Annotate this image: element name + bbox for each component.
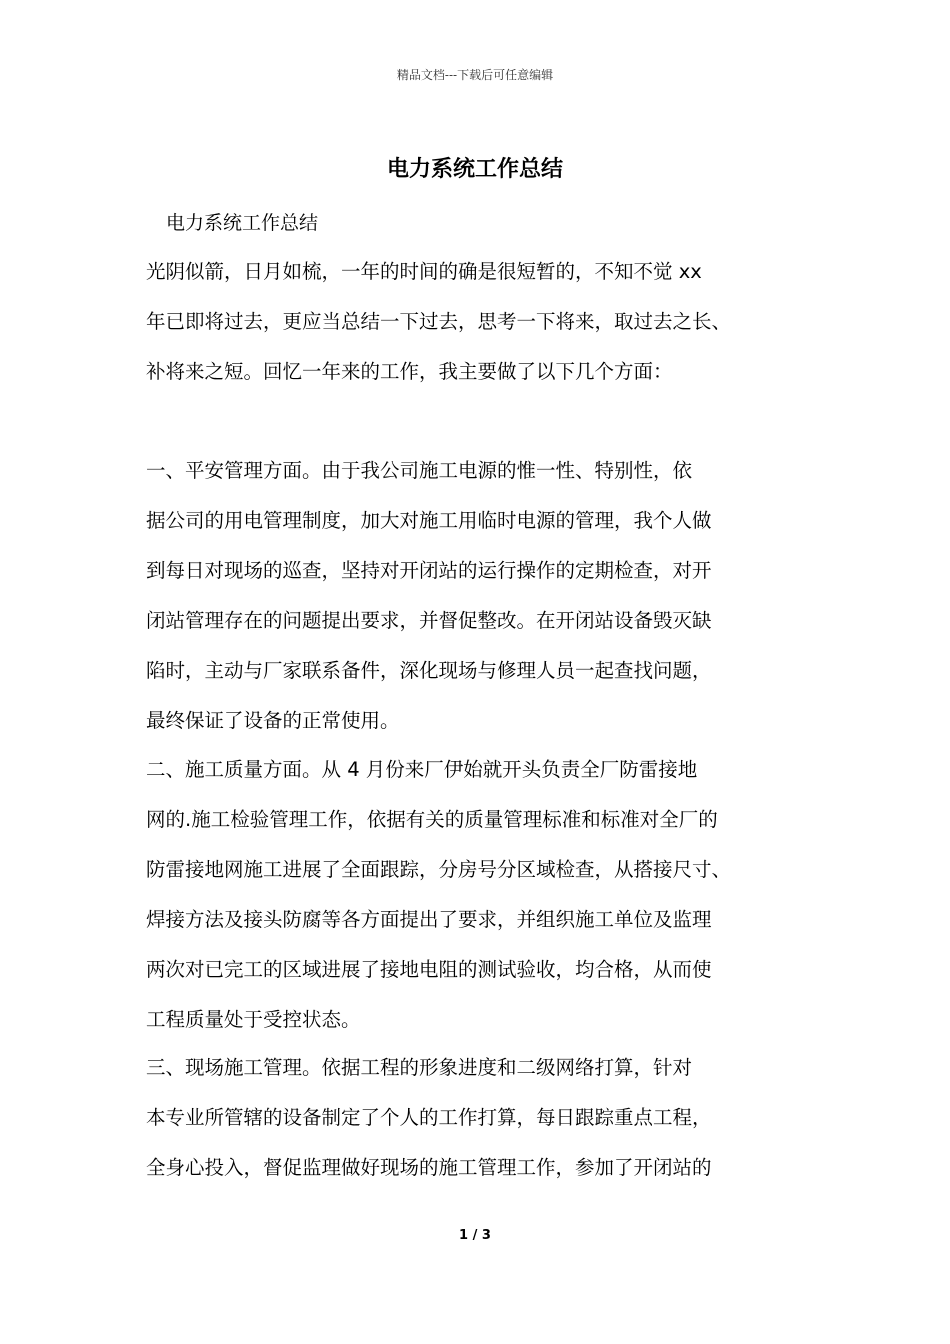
body-line: 闭站管理存在的问题提出要求，并督促整改。在开闭站设备毁灭缺	[146, 609, 712, 632]
page-number: 1 / 3	[459, 1228, 491, 1243]
page-header: 精品文档---下载后可任意编辑	[396, 68, 554, 82]
body-line: 焊接方法及接头防腐等各方面提出了要求，并组织施工单位及监理	[146, 908, 712, 931]
body-line: 年已即将过去，更应当总结一下过去，思考一下将来，取过去之长、	[146, 310, 732, 333]
body-line: 防雷接地网施工进展了全面跟踪，分房号分区域检查，从搭接尺寸、	[146, 858, 732, 881]
body-line: 本专业所管辖的设备制定了个人的工作打算，每日跟踪重点工程，	[146, 1106, 712, 1129]
body-line: 到每日对现场的巡查，坚持对开闭站的运行操作的定期检查，对开	[146, 559, 712, 582]
body-line: 陷时，主动与厂家联系备件，深化现场与修理人员一起查找问题，	[146, 659, 712, 682]
body-line: 补将来之短。回忆一年来的工作，我主要做了以下几个方面：	[146, 360, 673, 383]
body-line: 工程质量处于受控状态。	[146, 1008, 361, 1031]
body-line: 一、平安管理方面。由于我公司施工电源的惟一性、特别性，依	[146, 459, 693, 482]
body-line: 三、现场施工管理。依据工程的形象进度和二级网络打算，针对	[146, 1056, 693, 1079]
body-line: 二、施工质量方面。从 4 月份来厂伊始就开头负责全厂防雷接地	[146, 758, 698, 781]
body-line: 光阴似箭，日月如梳，一年的时间的确是很短暂的，不知不觉 xx	[146, 260, 702, 283]
body-line: 全身心投入，督促监理做好现场的施工管理工作，参加了开闭站的	[146, 1156, 712, 1179]
body-line: 最终保证了设备的正常使用。	[146, 709, 400, 732]
body-line: 网的.施工检验管理工作，依据有关的质量管理标准和标准对全厂的	[146, 808, 718, 831]
body-line: 两次对已完工的区域进展了接地电阻的测试验收，均合格，从而使	[146, 958, 712, 981]
document-title: 电力系统工作总结	[386, 156, 563, 182]
body-line: 据公司的用电管理制度，加大对施工用临时电源的管理，我个人做	[146, 509, 712, 532]
document-subtitle: 电力系统工作总结	[166, 212, 319, 234]
